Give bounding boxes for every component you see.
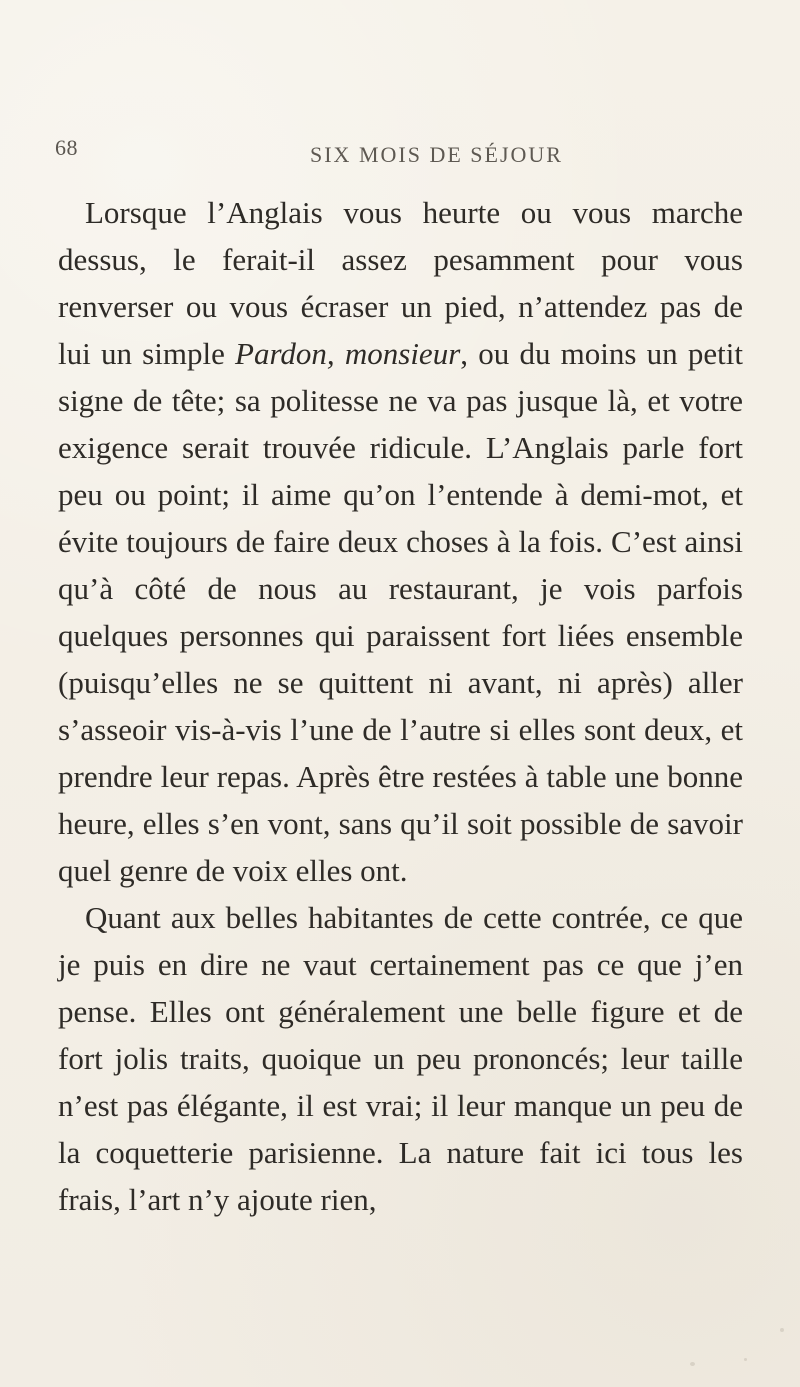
paper-speck [690, 1362, 695, 1366]
paragraph-1-text-after-italic: , ou du moins un petit signe de tête; sa politesse ne va pas jusque là, et votre exigence serait trouvée ridicule. L’Anglais parle fort peu ou point; il aime qu’on l’entende à demi-mot, et évite toujours de faire deux choses à la fois. C’est ainsi qu’à côté de nous au restaurant, je vois parfois quelques personnes qui paraissent fort liées ensemble (puisqu’elles ne se quittent ni avant, ni après) aller s’asseoir vis-à-vis l’une de l’autre si elles sont deux, et prendre leur repas. Après être restées à table une bonne heure, elles s’en vont, sans qu’il soit possible de savoir quel genre de voix elles ont. [58, 336, 743, 888]
paper-speck [780, 1328, 784, 1332]
paragraph-1-italic-text: Pardon, monsieur [235, 336, 461, 371]
running-title: SIX MOIS DE SÉJOUR [310, 142, 563, 167]
paper-speck [744, 1358, 747, 1361]
paragraph-1-text-before-italic: Lorsque l’Anglais vous heurte ou vous marche dessus, le ferait-il assez pesamment pour vous renverser ou vous écraser un pied, n’attendez pas de lui un simple [58, 195, 743, 371]
paragraph-2: Quant aux belles habitantes de cette contrée, ce que je puis en dire ne vaut certainement pas ce que j’en pense. Elles ont généralement une belle figure et de fort jolis traits, quoique un peu prononcés; leur taille n’est pas élégante, il est vrai; il leur manque un peu de la coquetterie parisienne. La nature fait ici tous les frais, l’art n’y ajoute rien, [58, 900, 743, 1217]
body-text [58, 189, 743, 1223]
page-number: 68 [55, 135, 78, 160]
paragraph-1 [58, 189, 743, 894]
